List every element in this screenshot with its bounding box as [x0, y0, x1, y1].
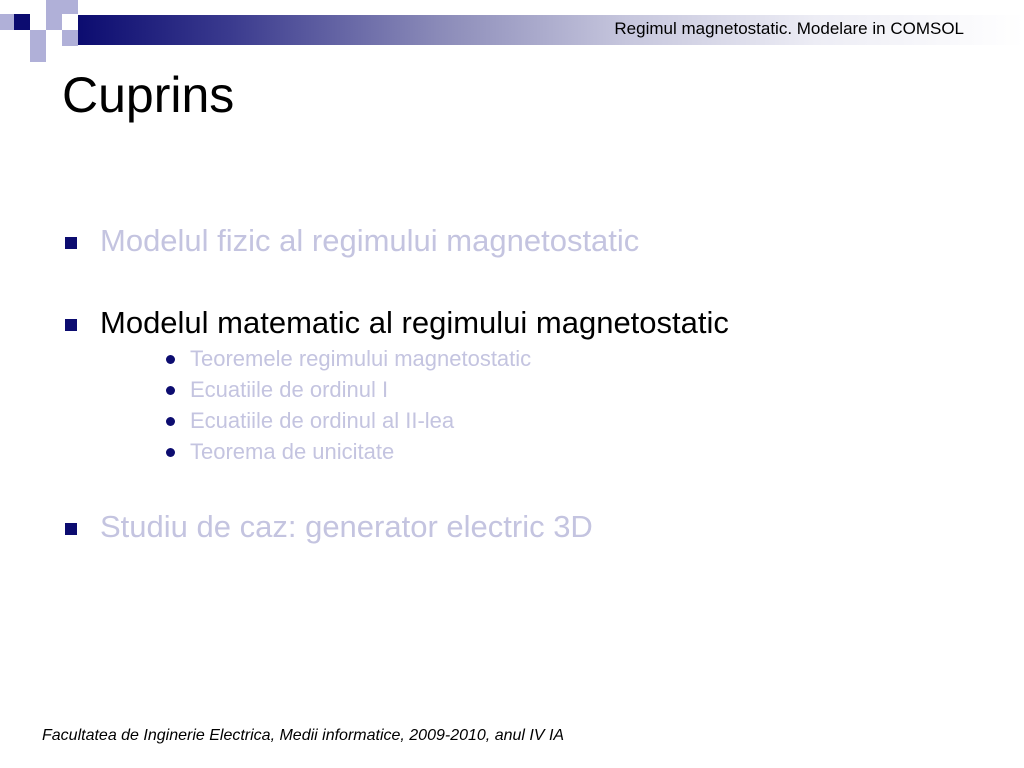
round-bullet-icon [166, 448, 175, 457]
round-bullet-icon [166, 386, 175, 395]
outline-subitem-label: Teorema de unicitate [190, 439, 395, 464]
outline-item-label: Studiu de caz: generator electric 3D [100, 509, 593, 544]
outline-subitem-label: Ecuatiile de ordinul al II-lea [190, 408, 455, 433]
square-bullet-icon [65, 523, 77, 535]
round-bullet-icon [166, 355, 175, 364]
presentation-title: Regimul magnetostatic. Modelare in COMSOL [614, 19, 964, 38]
outline-subitem-label: Ecuatiile de ordinul I [190, 377, 389, 402]
light-square [46, 0, 62, 14]
round-bullet-icon [166, 417, 175, 426]
light-square [30, 30, 46, 46]
light-square [62, 0, 78, 14]
dark-square [14, 14, 30, 30]
square-bullet-icon [65, 319, 77, 331]
outline-item-label: Modelul fizic al regimului magnetostatic [100, 223, 640, 258]
light-square [0, 14, 14, 30]
light-square [30, 46, 46, 62]
corner-squares-decoration [0, 0, 80, 64]
light-square [46, 14, 62, 30]
footer-course-info: Facultatea de Inginerie Electrica, Medii informatice, 2009-2010, anul IV IA [42, 727, 565, 744]
square-bullet-icon [65, 237, 77, 249]
light-square [62, 30, 78, 46]
slide-title: Cuprins [62, 67, 235, 123]
outline-item-label: Modelul matematic al regimului magnetostatic [100, 305, 729, 340]
outline-subitem-label: Teoremele regimului magnetostatic [190, 346, 532, 371]
